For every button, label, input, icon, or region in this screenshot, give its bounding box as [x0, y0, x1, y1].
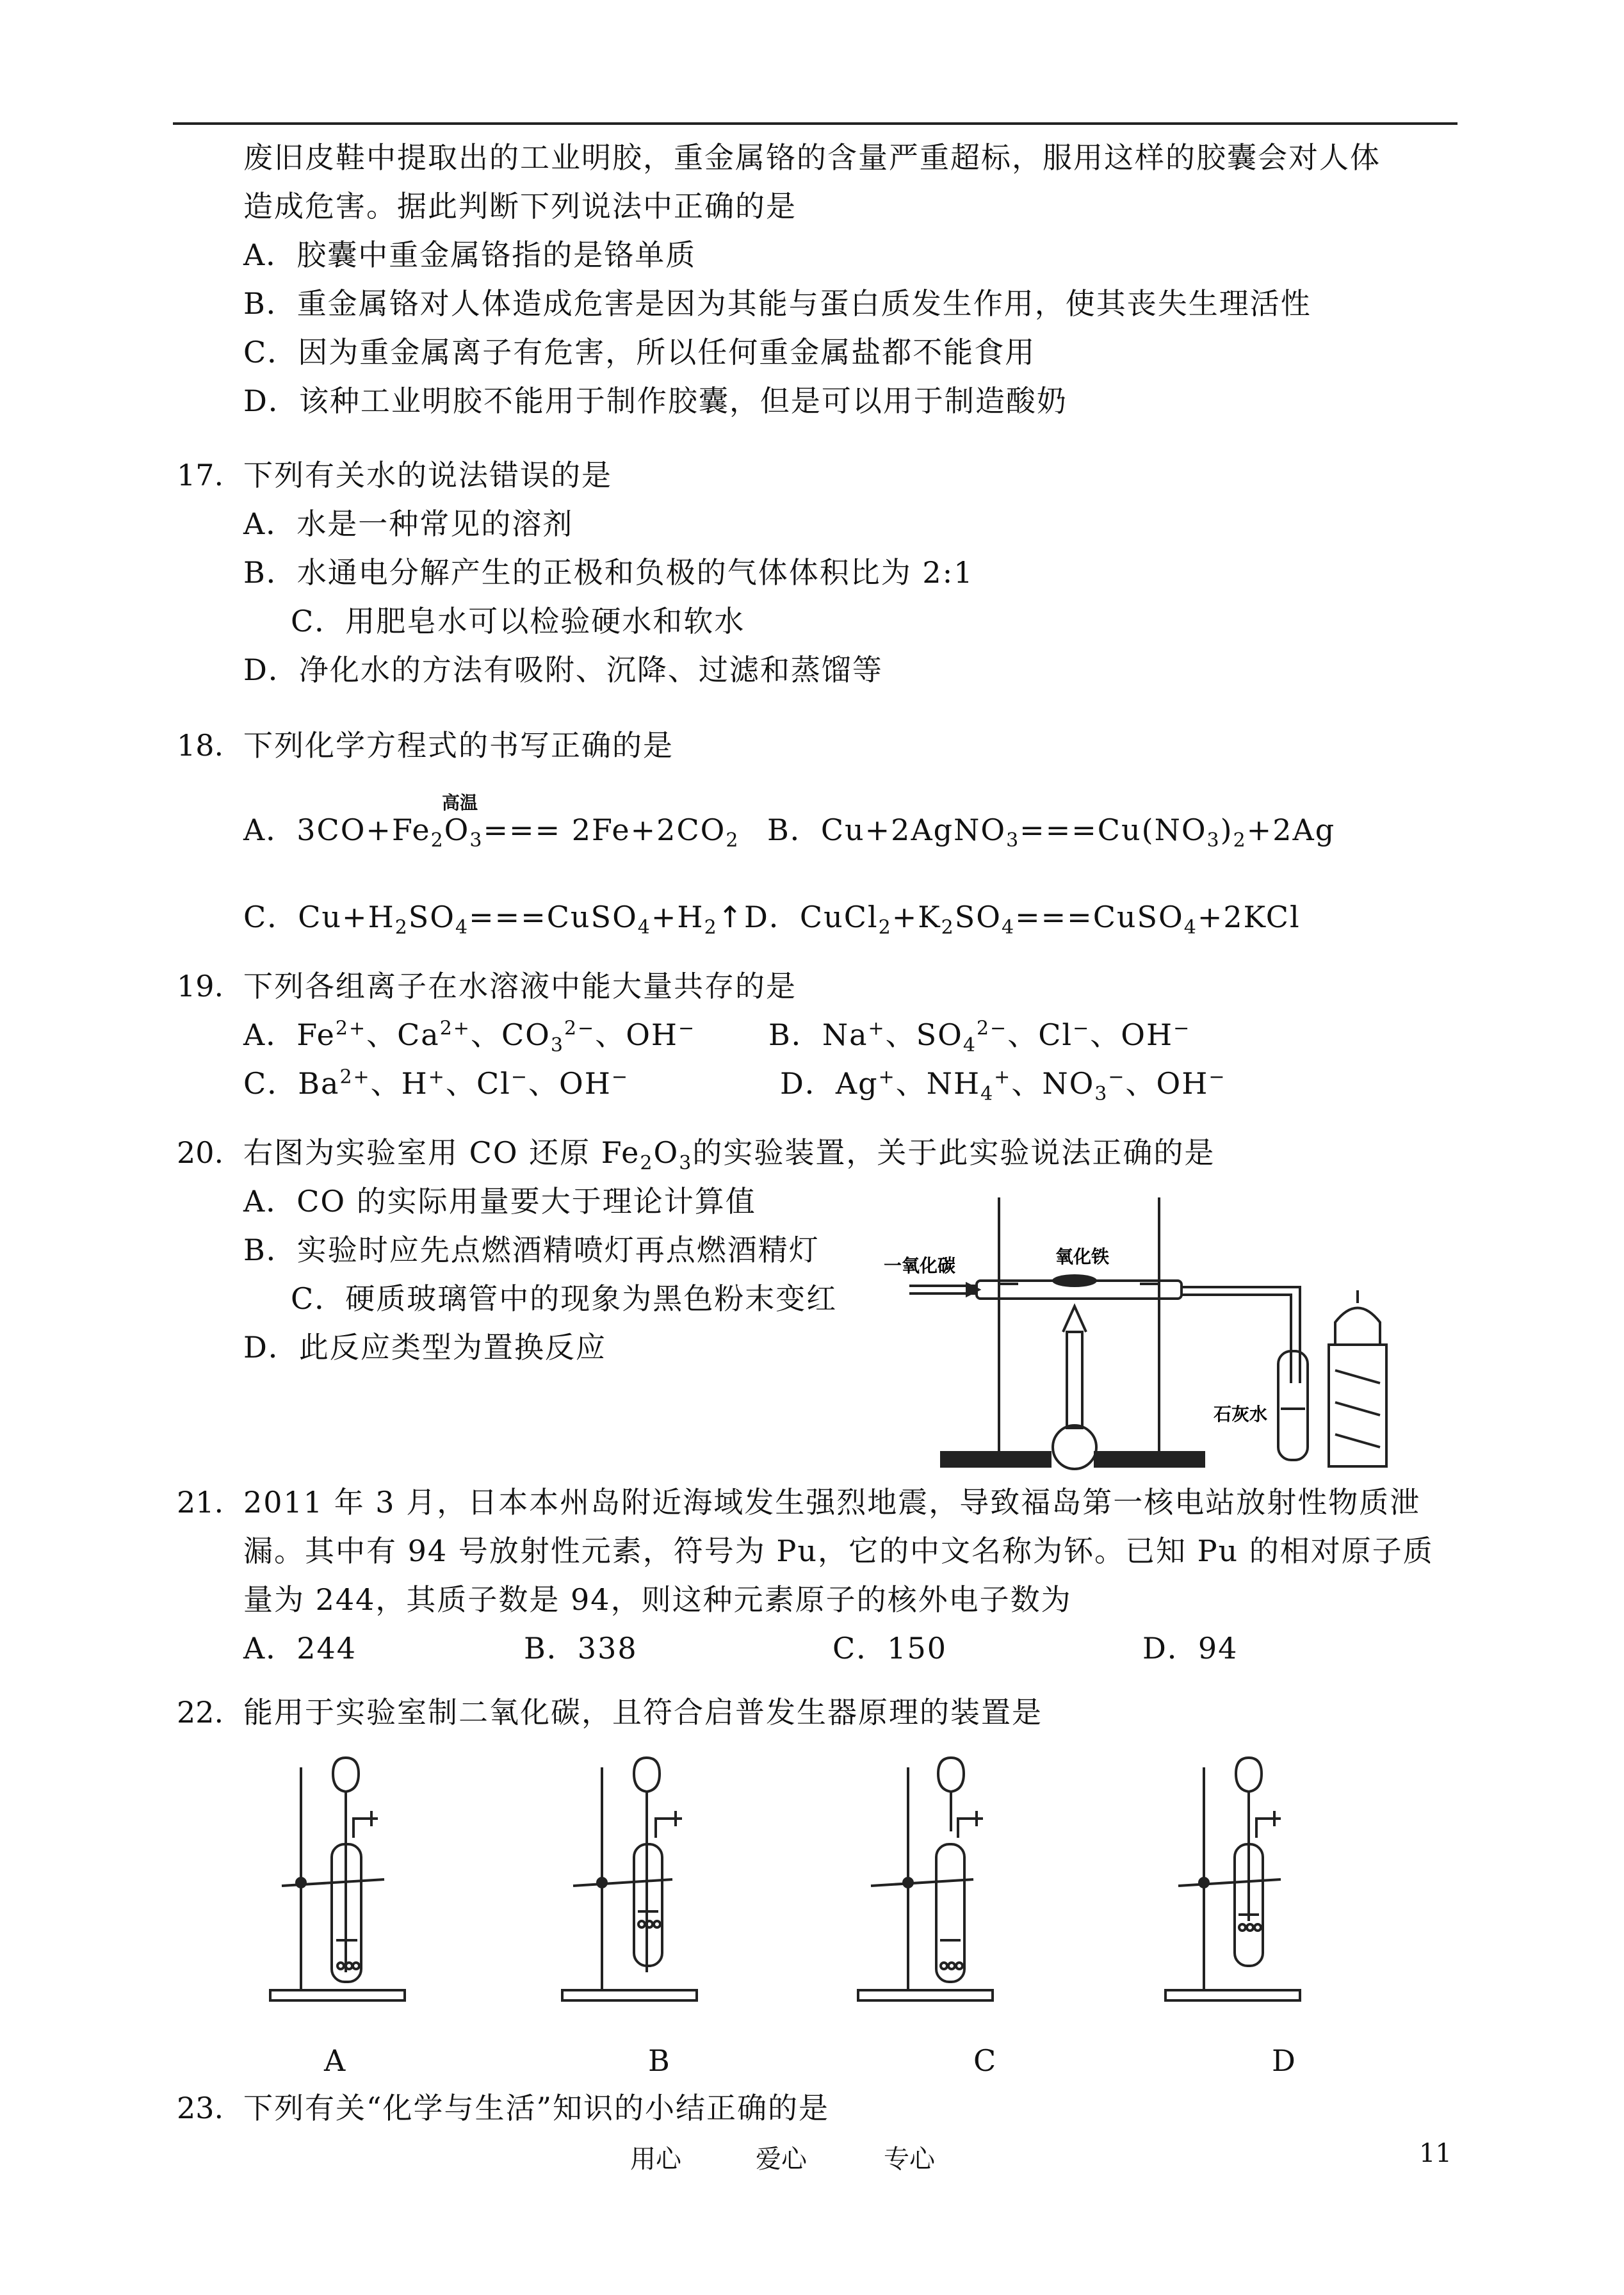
header-rule	[173, 122, 1458, 125]
q22-label-b: B	[648, 2043, 671, 2078]
q20-option-d: D．此反应类型为置换反应	[243, 1330, 606, 1365]
co-label: 一氧化碳	[884, 1255, 956, 1276]
q20-number: 20.	[177, 1135, 224, 1170]
q20-option-b: B．实验时应先点燃酒精喷灯再点燃酒精灯	[243, 1233, 820, 1267]
footer-slogan-3: 专心	[884, 2145, 935, 2174]
q22-stem: 能用于实验室制二氧化碳，且符合启普发生器原理的装置是	[243, 1695, 1043, 1730]
footer-slogan-2: 爱心	[756, 2145, 807, 2174]
q21-line3: 量为 244，其质子数是 94，则这种元素原子的核外电子数为	[243, 1582, 1072, 1617]
apparatus-b	[562, 1758, 697, 2000]
q21-option-b: B．338	[524, 1631, 638, 1666]
q16-option-a: A．胶囊中重金属铬指的是铬单质	[243, 238, 697, 272]
q21-line1: 2011 年 3 月，日本本州岛附近海域发生强烈地震，导致福岛第一核电站放射性物质泄	[243, 1485, 1421, 1520]
q16-stem-line1: 废旧皮鞋中提取出的工业明胶，重金属铬的含量严重超标，服用这样的胶囊会对人体	[243, 140, 1381, 175]
q16-option-d: D．该种工业明胶不能用于制作胶囊，但是可以用于制造酸奶	[243, 384, 1068, 418]
q16-option-b: B．重金属铬对人体造成危害是因为其能与蛋白质发生作用，使其丧失生理活性	[243, 286, 1311, 321]
q22-label-a: A	[324, 2043, 347, 2078]
q17-stem: 下列有关水的说法错误的是	[243, 458, 612, 492]
q18-option-a: A．$3CO+Fe_2O_3=== 2Fe+2CO_2$	[243, 813, 740, 852]
q20-option-c: C．硬质玻璃管中的现象为黑色粉末变红	[291, 1281, 838, 1316]
page-number: 11	[1419, 2139, 1452, 2168]
q17-option-c: C．用肥皂水可以检验硬水和软水	[291, 604, 745, 638]
q17-option-a: A．水是一种常见的溶剂	[243, 507, 574, 541]
iron-oxide-powder-icon	[1052, 1274, 1097, 1287]
apparatus-a	[270, 1758, 405, 2000]
q18-option-d: D．$CuCl_2+K_2SO_4===CuSO_4+2KCl$	[744, 900, 1301, 939]
q18-stem: 下列化学方程式的书写正确的是	[243, 728, 674, 763]
q19-option-a: A．$Fe^{2+}$、$Ca^{2+}$、$CO_3^{2-}$、OH−	[243, 1017, 696, 1057]
q17-option-b: B．水通电分解产生的正极和负极的气体体积比为 2:1	[243, 555, 974, 590]
q22-label-c: C	[973, 2043, 998, 2078]
q23-stem: 下列有关“化学与生活”知识的小结正确的是	[243, 2091, 830, 2125]
q19-option-d: D．Ag+、$NH_4^+$、$NO_3^-$、OH−	[780, 1066, 1226, 1106]
q21-line2: 漏。其中有 94 号放射性元素，符号为 Pu，它的中文名称为钚。已知 Pu 的相对原子质	[243, 1534, 1434, 1568]
q19-number: 19.	[177, 969, 224, 1003]
q18-option-b: B．$Cu+2AgNO_3===Cu(NO_3)_2+2Ag$	[767, 813, 1336, 852]
q18-option-c: C．$Cu+H_2SO_4===CuSO_4+H_2↑$	[243, 900, 744, 939]
q20-stem: 右图为实验室用 CO 还原 $Fe_2O_3$的实验装置，关于此实验说法正确的是	[243, 1135, 1215, 1175]
q21-option-c: C．150	[832, 1631, 947, 1666]
q21-option-d: D．94	[1142, 1631, 1238, 1666]
co-reduction-apparatus-figure	[871, 1178, 1390, 1479]
q19-option-b: B．Na+、$SO_4^{2-}$、Cl−、OH−	[768, 1017, 1191, 1057]
limewater-label: 石灰水	[1214, 1404, 1268, 1425]
q18-number: 18.	[177, 728, 224, 763]
iron-oxide-label: 氧化铁	[1055, 1246, 1110, 1267]
q22-label-d: D	[1272, 2043, 1297, 2078]
footer-slogan-1: 用心	[630, 2145, 681, 2174]
q16-stem-line2: 造成危害。据此判断下列说法中正确的是	[243, 189, 797, 223]
q22-number: 22.	[177, 1695, 224, 1730]
q19-option-c: C．$Ba^{2+}$、H+、Cl−、OH−	[243, 1066, 629, 1101]
gas-arrow-icon: ↑	[717, 900, 744, 934]
q17-option-d: D．净化水的方法有吸附、沉降、过滤和蒸馏等	[243, 653, 883, 687]
q18-reaction-condition: 高温	[442, 792, 478, 813]
kipp-apparatus-figures	[256, 1755, 1409, 2011]
q21-option-a: A．244	[243, 1631, 357, 1666]
apparatus-c	[858, 1758, 993, 2000]
q20-option-a: A．CO 的实际用量要大于理论计算值	[243, 1184, 756, 1219]
apparatus-d	[1165, 1758, 1300, 2000]
q16-option-c: C．因为重金属离子有危害，所以任何重金属盐都不能食用	[243, 335, 1036, 369]
q19-stem: 下列各组离子在水溶液中能大量共存的是	[243, 969, 797, 1003]
q17-number: 17.	[177, 458, 224, 492]
q23-number: 23.	[177, 2091, 224, 2125]
q21-number: 21.	[177, 1485, 224, 1520]
